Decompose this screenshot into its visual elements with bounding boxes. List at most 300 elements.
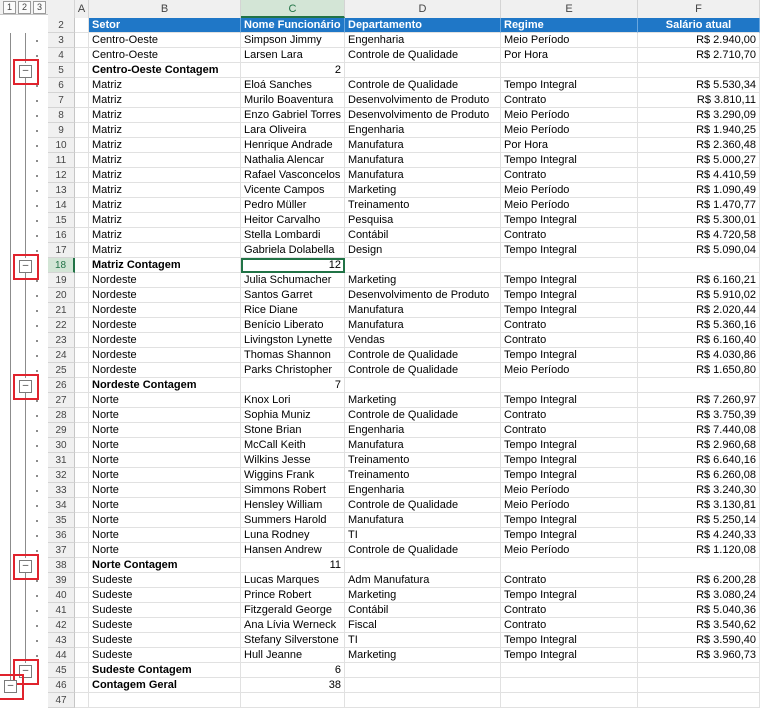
row-header-9[interactable]: 9: [48, 123, 75, 138]
cell-d27[interactable]: Marketing: [345, 393, 501, 408]
cell-f44[interactable]: R$ 3.960,73: [638, 648, 760, 663]
cell-d31[interactable]: Treinamento: [345, 453, 501, 468]
cell-e36[interactable]: Tempo Integral: [501, 528, 638, 543]
cell-f24[interactable]: R$ 4.030,86: [638, 348, 760, 363]
cell-f29[interactable]: R$ 7.440,08: [638, 423, 760, 438]
cell-a39[interactable]: [75, 573, 89, 588]
cell-c17[interactable]: Gabriela Dolabella: [241, 243, 345, 258]
row-header-27[interactable]: 27: [48, 393, 75, 408]
cell-d15[interactable]: Pesquisa: [345, 213, 501, 228]
cell-b7[interactable]: Matriz: [89, 93, 241, 108]
column-header-f[interactable]: F: [638, 0, 760, 18]
column-header-e[interactable]: E: [501, 0, 638, 18]
cell-e15[interactable]: Tempo Integral: [501, 213, 638, 228]
cell-c2[interactable]: Nome Funcionário: [241, 18, 345, 33]
row-header-22[interactable]: 22: [48, 318, 75, 333]
cell-c3[interactable]: Simpson Jimmy: [241, 33, 345, 48]
row-header-42[interactable]: 42: [48, 618, 75, 633]
cell-c30[interactable]: McCall Keith: [241, 438, 345, 453]
row-header-4[interactable]: 4: [48, 48, 75, 63]
cell-a46[interactable]: [75, 678, 89, 693]
row-header-36[interactable]: 36: [48, 528, 75, 543]
cell-c34[interactable]: Hensley William: [241, 498, 345, 513]
cell-c15[interactable]: Heitor Carvalho: [241, 213, 345, 228]
cell-e28[interactable]: Contrato: [501, 408, 638, 423]
cell-d16[interactable]: Contábil: [345, 228, 501, 243]
cell-c40[interactable]: Prince Robert: [241, 588, 345, 603]
cell-b11[interactable]: Matriz: [89, 153, 241, 168]
cell-e14[interactable]: Meio Período: [501, 198, 638, 213]
cell-a16[interactable]: [75, 228, 89, 243]
cell-e11[interactable]: Tempo Integral: [501, 153, 638, 168]
cell-a10[interactable]: [75, 138, 89, 153]
row-header-18[interactable]: 18: [48, 258, 75, 273]
cell-a25[interactable]: [75, 363, 89, 378]
row-header-24[interactable]: 24: [48, 348, 75, 363]
cell-e22[interactable]: Contrato: [501, 318, 638, 333]
cell-b35[interactable]: Norte: [89, 513, 241, 528]
cell-e33[interactable]: Meio Período: [501, 483, 638, 498]
cell-b28[interactable]: Norte: [89, 408, 241, 423]
cell-a24[interactable]: [75, 348, 89, 363]
cell-b16[interactable]: Matriz: [89, 228, 241, 243]
outline-level-3-button[interactable]: 3: [33, 1, 46, 14]
cell-b43[interactable]: Sudeste: [89, 633, 241, 648]
cell-e8[interactable]: Meio Período: [501, 108, 638, 123]
cell-d14[interactable]: Treinamento: [345, 198, 501, 213]
cell-d41[interactable]: Contábil: [345, 603, 501, 618]
cell-b24[interactable]: Nordeste: [89, 348, 241, 363]
row-header-15[interactable]: 15: [48, 213, 75, 228]
cell-b5[interactable]: Centro-Oeste Contagem: [89, 63, 241, 78]
cell-a13[interactable]: [75, 183, 89, 198]
cell-c14[interactable]: Pedro Müller: [241, 198, 345, 213]
cell-f43[interactable]: R$ 3.590,40: [638, 633, 760, 648]
cell-e16[interactable]: Contrato: [501, 228, 638, 243]
cell-c4[interactable]: Larsen Lara: [241, 48, 345, 63]
cell-a6[interactable]: [75, 78, 89, 93]
cell-f10[interactable]: R$ 2.360,48: [638, 138, 760, 153]
cell-f40[interactable]: R$ 3.080,24: [638, 588, 760, 603]
collapse-group-26-button[interactable]: –: [19, 380, 32, 393]
cell-a30[interactable]: [75, 438, 89, 453]
row-header-29[interactable]: 29: [48, 423, 75, 438]
cell-e45[interactable]: [501, 663, 638, 678]
cell-a40[interactable]: [75, 588, 89, 603]
cell-e39[interactable]: Contrato: [501, 573, 638, 588]
cell-d24[interactable]: Controle de Qualidade: [345, 348, 501, 363]
cell-d7[interactable]: Desenvolvimento de Produto: [345, 93, 501, 108]
cell-b26[interactable]: Nordeste Contagem: [89, 378, 241, 393]
cell-f18[interactable]: [638, 258, 760, 273]
cell-f5[interactable]: [638, 63, 760, 78]
cell-b34[interactable]: Norte: [89, 498, 241, 513]
cell-f36[interactable]: R$ 4.240,33: [638, 528, 760, 543]
cell-b13[interactable]: Matriz: [89, 183, 241, 198]
row-header-43[interactable]: 43: [48, 633, 75, 648]
cell-e46[interactable]: [501, 678, 638, 693]
cell-e10[interactable]: Por Hora: [501, 138, 638, 153]
cell-a17[interactable]: [75, 243, 89, 258]
cell-e24[interactable]: Tempo Integral: [501, 348, 638, 363]
cell-d33[interactable]: Engenharia: [345, 483, 501, 498]
cell-b3[interactable]: Centro-Oeste: [89, 33, 241, 48]
row-header-7[interactable]: 7: [48, 93, 75, 108]
cell-e34[interactable]: Meio Período: [501, 498, 638, 513]
cell-f15[interactable]: R$ 5.300,01: [638, 213, 760, 228]
outline-level-1-button[interactable]: 1: [3, 1, 16, 14]
cell-b32[interactable]: Norte: [89, 468, 241, 483]
cell-c7[interactable]: Murilo Boaventura: [241, 93, 345, 108]
cell-b2[interactable]: Setor: [89, 18, 241, 33]
cell-b17[interactable]: Matriz: [89, 243, 241, 258]
cell-e13[interactable]: Meio Período: [501, 183, 638, 198]
cell-f35[interactable]: R$ 5.250,14: [638, 513, 760, 528]
cell-b21[interactable]: Nordeste: [89, 303, 241, 318]
cell-d25[interactable]: Controle de Qualidade: [345, 363, 501, 378]
cell-c43[interactable]: Stefany Silverstone: [241, 633, 345, 648]
cell-b30[interactable]: Norte: [89, 438, 241, 453]
cell-d10[interactable]: Manufatura: [345, 138, 501, 153]
cell-d12[interactable]: Manufatura: [345, 168, 501, 183]
cell-c21[interactable]: Rice Diane: [241, 303, 345, 318]
cell-f2[interactable]: Salário atual: [638, 18, 760, 33]
row-header-40[interactable]: 40: [48, 588, 75, 603]
cell-d18[interactable]: [345, 258, 501, 273]
cell-a27[interactable]: [75, 393, 89, 408]
cell-d23[interactable]: Vendas: [345, 333, 501, 348]
row-header-21[interactable]: 21: [48, 303, 75, 318]
cell-d19[interactable]: Marketing: [345, 273, 501, 288]
row-header-47[interactable]: 47: [48, 693, 75, 708]
cell-a12[interactable]: [75, 168, 89, 183]
cell-e47[interactable]: [501, 693, 638, 708]
row-header-30[interactable]: 30: [48, 438, 75, 453]
row-header-33[interactable]: 33: [48, 483, 75, 498]
cell-a20[interactable]: [75, 288, 89, 303]
cell-c9[interactable]: Lara Oliveira: [241, 123, 345, 138]
cell-c24[interactable]: Thomas Shannon: [241, 348, 345, 363]
cell-c46[interactable]: 38: [241, 678, 345, 693]
outline-level-2-button[interactable]: 2: [18, 1, 31, 14]
cell-b47[interactable]: [89, 693, 241, 708]
cell-d36[interactable]: TI: [345, 528, 501, 543]
row-header-11[interactable]: 11: [48, 153, 75, 168]
cell-c25[interactable]: Parks Christopher: [241, 363, 345, 378]
cell-a5[interactable]: [75, 63, 89, 78]
cell-c10[interactable]: Henrique Andrade: [241, 138, 345, 153]
cell-c37[interactable]: Hansen Andrew: [241, 543, 345, 558]
cell-a33[interactable]: [75, 483, 89, 498]
cell-e20[interactable]: Tempo Integral: [501, 288, 638, 303]
cell-f16[interactable]: R$ 4.720,58: [638, 228, 760, 243]
cell-f3[interactable]: R$ 2.940,00: [638, 33, 760, 48]
cell-f38[interactable]: [638, 558, 760, 573]
row-header-19[interactable]: 19: [48, 273, 75, 288]
cell-e32[interactable]: Tempo Integral: [501, 468, 638, 483]
cell-b40[interactable]: Sudeste: [89, 588, 241, 603]
cell-c8[interactable]: Enzo Gabriel Torres: [241, 108, 345, 123]
row-header-25[interactable]: 25: [48, 363, 75, 378]
cell-e31[interactable]: Tempo Integral: [501, 453, 638, 468]
cell-a31[interactable]: [75, 453, 89, 468]
cell-f8[interactable]: R$ 3.290,09: [638, 108, 760, 123]
cell-b25[interactable]: Nordeste: [89, 363, 241, 378]
cell-d8[interactable]: Desenvolvimento de Produto: [345, 108, 501, 123]
collapse-group-38-button[interactable]: –: [19, 560, 32, 573]
cell-d30[interactable]: Manufatura: [345, 438, 501, 453]
row-header-31[interactable]: 31: [48, 453, 75, 468]
cell-f41[interactable]: R$ 5.040,36: [638, 603, 760, 618]
row-header-26[interactable]: 26: [48, 378, 75, 393]
cell-c23[interactable]: Livingston Lynette: [241, 333, 345, 348]
cell-f31[interactable]: R$ 6.640,16: [638, 453, 760, 468]
cell-e40[interactable]: Tempo Integral: [501, 588, 638, 603]
cell-d47[interactable]: [345, 693, 501, 708]
cell-f7[interactable]: R$ 3.810,11: [638, 93, 760, 108]
cell-f34[interactable]: R$ 3.130,81: [638, 498, 760, 513]
cell-c35[interactable]: Summers Harold: [241, 513, 345, 528]
cell-f19[interactable]: R$ 6.160,21: [638, 273, 760, 288]
column-header-b[interactable]: B: [89, 0, 241, 18]
cell-a26[interactable]: [75, 378, 89, 393]
cell-a36[interactable]: [75, 528, 89, 543]
cell-e37[interactable]: Meio Período: [501, 543, 638, 558]
row-header-10[interactable]: 10: [48, 138, 75, 153]
cell-d20[interactable]: Desenvolvimento de Produto: [345, 288, 501, 303]
cell-b14[interactable]: Matriz: [89, 198, 241, 213]
cell-f47[interactable]: [638, 693, 760, 708]
cell-d2[interactable]: Departamento: [345, 18, 501, 33]
cell-c42[interactable]: Ana Lívia Werneck: [241, 618, 345, 633]
cell-f20[interactable]: R$ 5.910,02: [638, 288, 760, 303]
cell-c26[interactable]: 7: [241, 378, 345, 393]
cell-d39[interactable]: Adm Manufatura: [345, 573, 501, 588]
cell-c6[interactable]: Eloá Sanches: [241, 78, 345, 93]
row-header-45[interactable]: 45: [48, 663, 75, 678]
collapse-group-5-button[interactable]: –: [19, 65, 32, 78]
cell-b39[interactable]: Sudeste: [89, 573, 241, 588]
cell-e41[interactable]: Contrato: [501, 603, 638, 618]
cell-d35[interactable]: Manufatura: [345, 513, 501, 528]
cell-e42[interactable]: Contrato: [501, 618, 638, 633]
cell-a9[interactable]: [75, 123, 89, 138]
cell-c29[interactable]: Stone Brian: [241, 423, 345, 438]
cell-d9[interactable]: Engenharia: [345, 123, 501, 138]
collapse-group-45-button[interactable]: –: [19, 665, 32, 678]
cell-a18[interactable]: [75, 258, 89, 273]
cell-d40[interactable]: Marketing: [345, 588, 501, 603]
cell-a44[interactable]: [75, 648, 89, 663]
row-header-3[interactable]: 3: [48, 33, 75, 48]
cell-e12[interactable]: Contrato: [501, 168, 638, 183]
cell-a7[interactable]: [75, 93, 89, 108]
cell-a42[interactable]: [75, 618, 89, 633]
cell-c12[interactable]: Rafael Vasconcelos: [241, 168, 345, 183]
cell-a43[interactable]: [75, 633, 89, 648]
cell-e38[interactable]: [501, 558, 638, 573]
cell-e2[interactable]: Regime: [501, 18, 638, 33]
cell-e26[interactable]: [501, 378, 638, 393]
row-header-34[interactable]: 34: [48, 498, 75, 513]
cell-d28[interactable]: Controle de Qualidade: [345, 408, 501, 423]
cell-c5[interactable]: 2: [241, 63, 345, 78]
cell-b33[interactable]: Norte: [89, 483, 241, 498]
cell-f17[interactable]: R$ 5.090,04: [638, 243, 760, 258]
row-header-5[interactable]: 5: [48, 63, 75, 78]
row-header-17[interactable]: 17: [48, 243, 75, 258]
cell-c41[interactable]: Fitzgerald George: [241, 603, 345, 618]
cell-b38[interactable]: Norte Contagem: [89, 558, 241, 573]
row-header-23[interactable]: 23: [48, 333, 75, 348]
cell-b37[interactable]: Norte: [89, 543, 241, 558]
row-header-12[interactable]: 12: [48, 168, 75, 183]
cell-a29[interactable]: [75, 423, 89, 438]
cell-c20[interactable]: Santos Garret: [241, 288, 345, 303]
row-header-44[interactable]: 44: [48, 648, 75, 663]
cell-e4[interactable]: Por Hora: [501, 48, 638, 63]
row-header-28[interactable]: 28: [48, 408, 75, 423]
cell-b42[interactable]: Sudeste: [89, 618, 241, 633]
cell-c13[interactable]: Vicente Campos: [241, 183, 345, 198]
cell-f37[interactable]: R$ 1.120,08: [638, 543, 760, 558]
cell-d5[interactable]: [345, 63, 501, 78]
cell-c39[interactable]: Lucas Marques: [241, 573, 345, 588]
cell-e3[interactable]: Meio Período: [501, 33, 638, 48]
cell-e19[interactable]: Tempo Integral: [501, 273, 638, 288]
cell-d22[interactable]: Manufatura: [345, 318, 501, 333]
cell-e7[interactable]: Contrato: [501, 93, 638, 108]
cell-e18[interactable]: [501, 258, 638, 273]
row-header-14[interactable]: 14: [48, 198, 75, 213]
cell-a22[interactable]: [75, 318, 89, 333]
cell-e30[interactable]: Tempo Integral: [501, 438, 638, 453]
cell-a19[interactable]: [75, 273, 89, 288]
cell-e23[interactable]: Contrato: [501, 333, 638, 348]
row-header-37[interactable]: 37: [48, 543, 75, 558]
cell-a45[interactable]: [75, 663, 89, 678]
cell-a28[interactable]: [75, 408, 89, 423]
cell-c38[interactable]: 11: [241, 558, 345, 573]
cell-f12[interactable]: R$ 4.410,59: [638, 168, 760, 183]
cell-d26[interactable]: [345, 378, 501, 393]
cell-b29[interactable]: Norte: [89, 423, 241, 438]
cell-e44[interactable]: Tempo Integral: [501, 648, 638, 663]
cell-c32[interactable]: Wiggins Frank: [241, 468, 345, 483]
cell-c45[interactable]: 6: [241, 663, 345, 678]
cell-e17[interactable]: Tempo Integral: [501, 243, 638, 258]
cell-d44[interactable]: Marketing: [345, 648, 501, 663]
cell-a14[interactable]: [75, 198, 89, 213]
row-header-39[interactable]: 39: [48, 573, 75, 588]
cell-a11[interactable]: [75, 153, 89, 168]
cell-b6[interactable]: Matriz: [89, 78, 241, 93]
cell-b10[interactable]: Matriz: [89, 138, 241, 153]
cell-b12[interactable]: Matriz: [89, 168, 241, 183]
cell-b15[interactable]: Matriz: [89, 213, 241, 228]
cell-f32[interactable]: R$ 6.260,08: [638, 468, 760, 483]
cell-a8[interactable]: [75, 108, 89, 123]
cell-e5[interactable]: [501, 63, 638, 78]
cell-d3[interactable]: Engenharia: [345, 33, 501, 48]
cell-a2[interactable]: [75, 18, 89, 33]
cell-d21[interactable]: Manufatura: [345, 303, 501, 318]
row-header-2[interactable]: 2: [48, 18, 75, 33]
cell-d6[interactable]: Controle de Qualidade: [345, 78, 501, 93]
cell-b9[interactable]: Matriz: [89, 123, 241, 138]
cell-d43[interactable]: TI: [345, 633, 501, 648]
cell-f23[interactable]: R$ 6.160,40: [638, 333, 760, 348]
column-header-d[interactable]: D: [345, 0, 501, 18]
cell-c16[interactable]: Stella Lombardi: [241, 228, 345, 243]
cell-f11[interactable]: R$ 5.000,27: [638, 153, 760, 168]
row-header-41[interactable]: 41: [48, 603, 75, 618]
cell-a35[interactable]: [75, 513, 89, 528]
cell-b20[interactable]: Nordeste: [89, 288, 241, 303]
cell-a37[interactable]: [75, 543, 89, 558]
cell-e43[interactable]: Tempo Integral: [501, 633, 638, 648]
cell-f22[interactable]: R$ 5.360,16: [638, 318, 760, 333]
cell-a4[interactable]: [75, 48, 89, 63]
cell-c18[interactable]: 12: [241, 258, 345, 273]
cell-b18[interactable]: Matriz Contagem: [89, 258, 241, 273]
cell-d45[interactable]: [345, 663, 501, 678]
row-header-20[interactable]: 20: [48, 288, 75, 303]
row-header-32[interactable]: 32: [48, 468, 75, 483]
cell-d38[interactable]: [345, 558, 501, 573]
cell-e6[interactable]: Tempo Integral: [501, 78, 638, 93]
cell-c11[interactable]: Nathalia Alencar: [241, 153, 345, 168]
cell-b22[interactable]: Nordeste: [89, 318, 241, 333]
cell-a23[interactable]: [75, 333, 89, 348]
cell-d13[interactable]: Marketing: [345, 183, 501, 198]
row-header-6[interactable]: 6: [48, 78, 75, 93]
cell-f33[interactable]: R$ 3.240,30: [638, 483, 760, 498]
cell-c31[interactable]: Wilkins Jesse: [241, 453, 345, 468]
cell-a38[interactable]: [75, 558, 89, 573]
cell-a3[interactable]: [75, 33, 89, 48]
column-header-a[interactable]: A: [75, 0, 89, 18]
cell-b31[interactable]: Norte: [89, 453, 241, 468]
cell-f45[interactable]: [638, 663, 760, 678]
cell-e21[interactable]: Tempo Integral: [501, 303, 638, 318]
cell-f4[interactable]: R$ 2.710,70: [638, 48, 760, 63]
cell-f26[interactable]: [638, 378, 760, 393]
cell-d11[interactable]: Manufatura: [345, 153, 501, 168]
cell-f27[interactable]: R$ 7.260,97: [638, 393, 760, 408]
cell-e9[interactable]: Meio Período: [501, 123, 638, 138]
collapse-group-46-button[interactable]: –: [4, 680, 17, 693]
cell-e35[interactable]: Tempo Integral: [501, 513, 638, 528]
cell-a21[interactable]: [75, 303, 89, 318]
row-header-13[interactable]: 13: [48, 183, 75, 198]
cell-d4[interactable]: Controle de Qualidade: [345, 48, 501, 63]
cell-f30[interactable]: R$ 2.960,68: [638, 438, 760, 453]
cell-d17[interactable]: Design: [345, 243, 501, 258]
cell-b41[interactable]: Sudeste: [89, 603, 241, 618]
cell-b36[interactable]: Norte: [89, 528, 241, 543]
cell-c36[interactable]: Luna Rodney: [241, 528, 345, 543]
cell-c22[interactable]: Benício Liberato: [241, 318, 345, 333]
cell-c44[interactable]: Hull Jeanne: [241, 648, 345, 663]
collapse-group-18-button[interactable]: –: [19, 260, 32, 273]
row-header-46[interactable]: 46: [48, 678, 75, 693]
cell-d37[interactable]: Controle de Qualidade: [345, 543, 501, 558]
row-header-38[interactable]: 38: [48, 558, 75, 573]
cell-f14[interactable]: R$ 1.470,77: [638, 198, 760, 213]
cell-d29[interactable]: Engenharia: [345, 423, 501, 438]
cell-d34[interactable]: Controle de Qualidade: [345, 498, 501, 513]
